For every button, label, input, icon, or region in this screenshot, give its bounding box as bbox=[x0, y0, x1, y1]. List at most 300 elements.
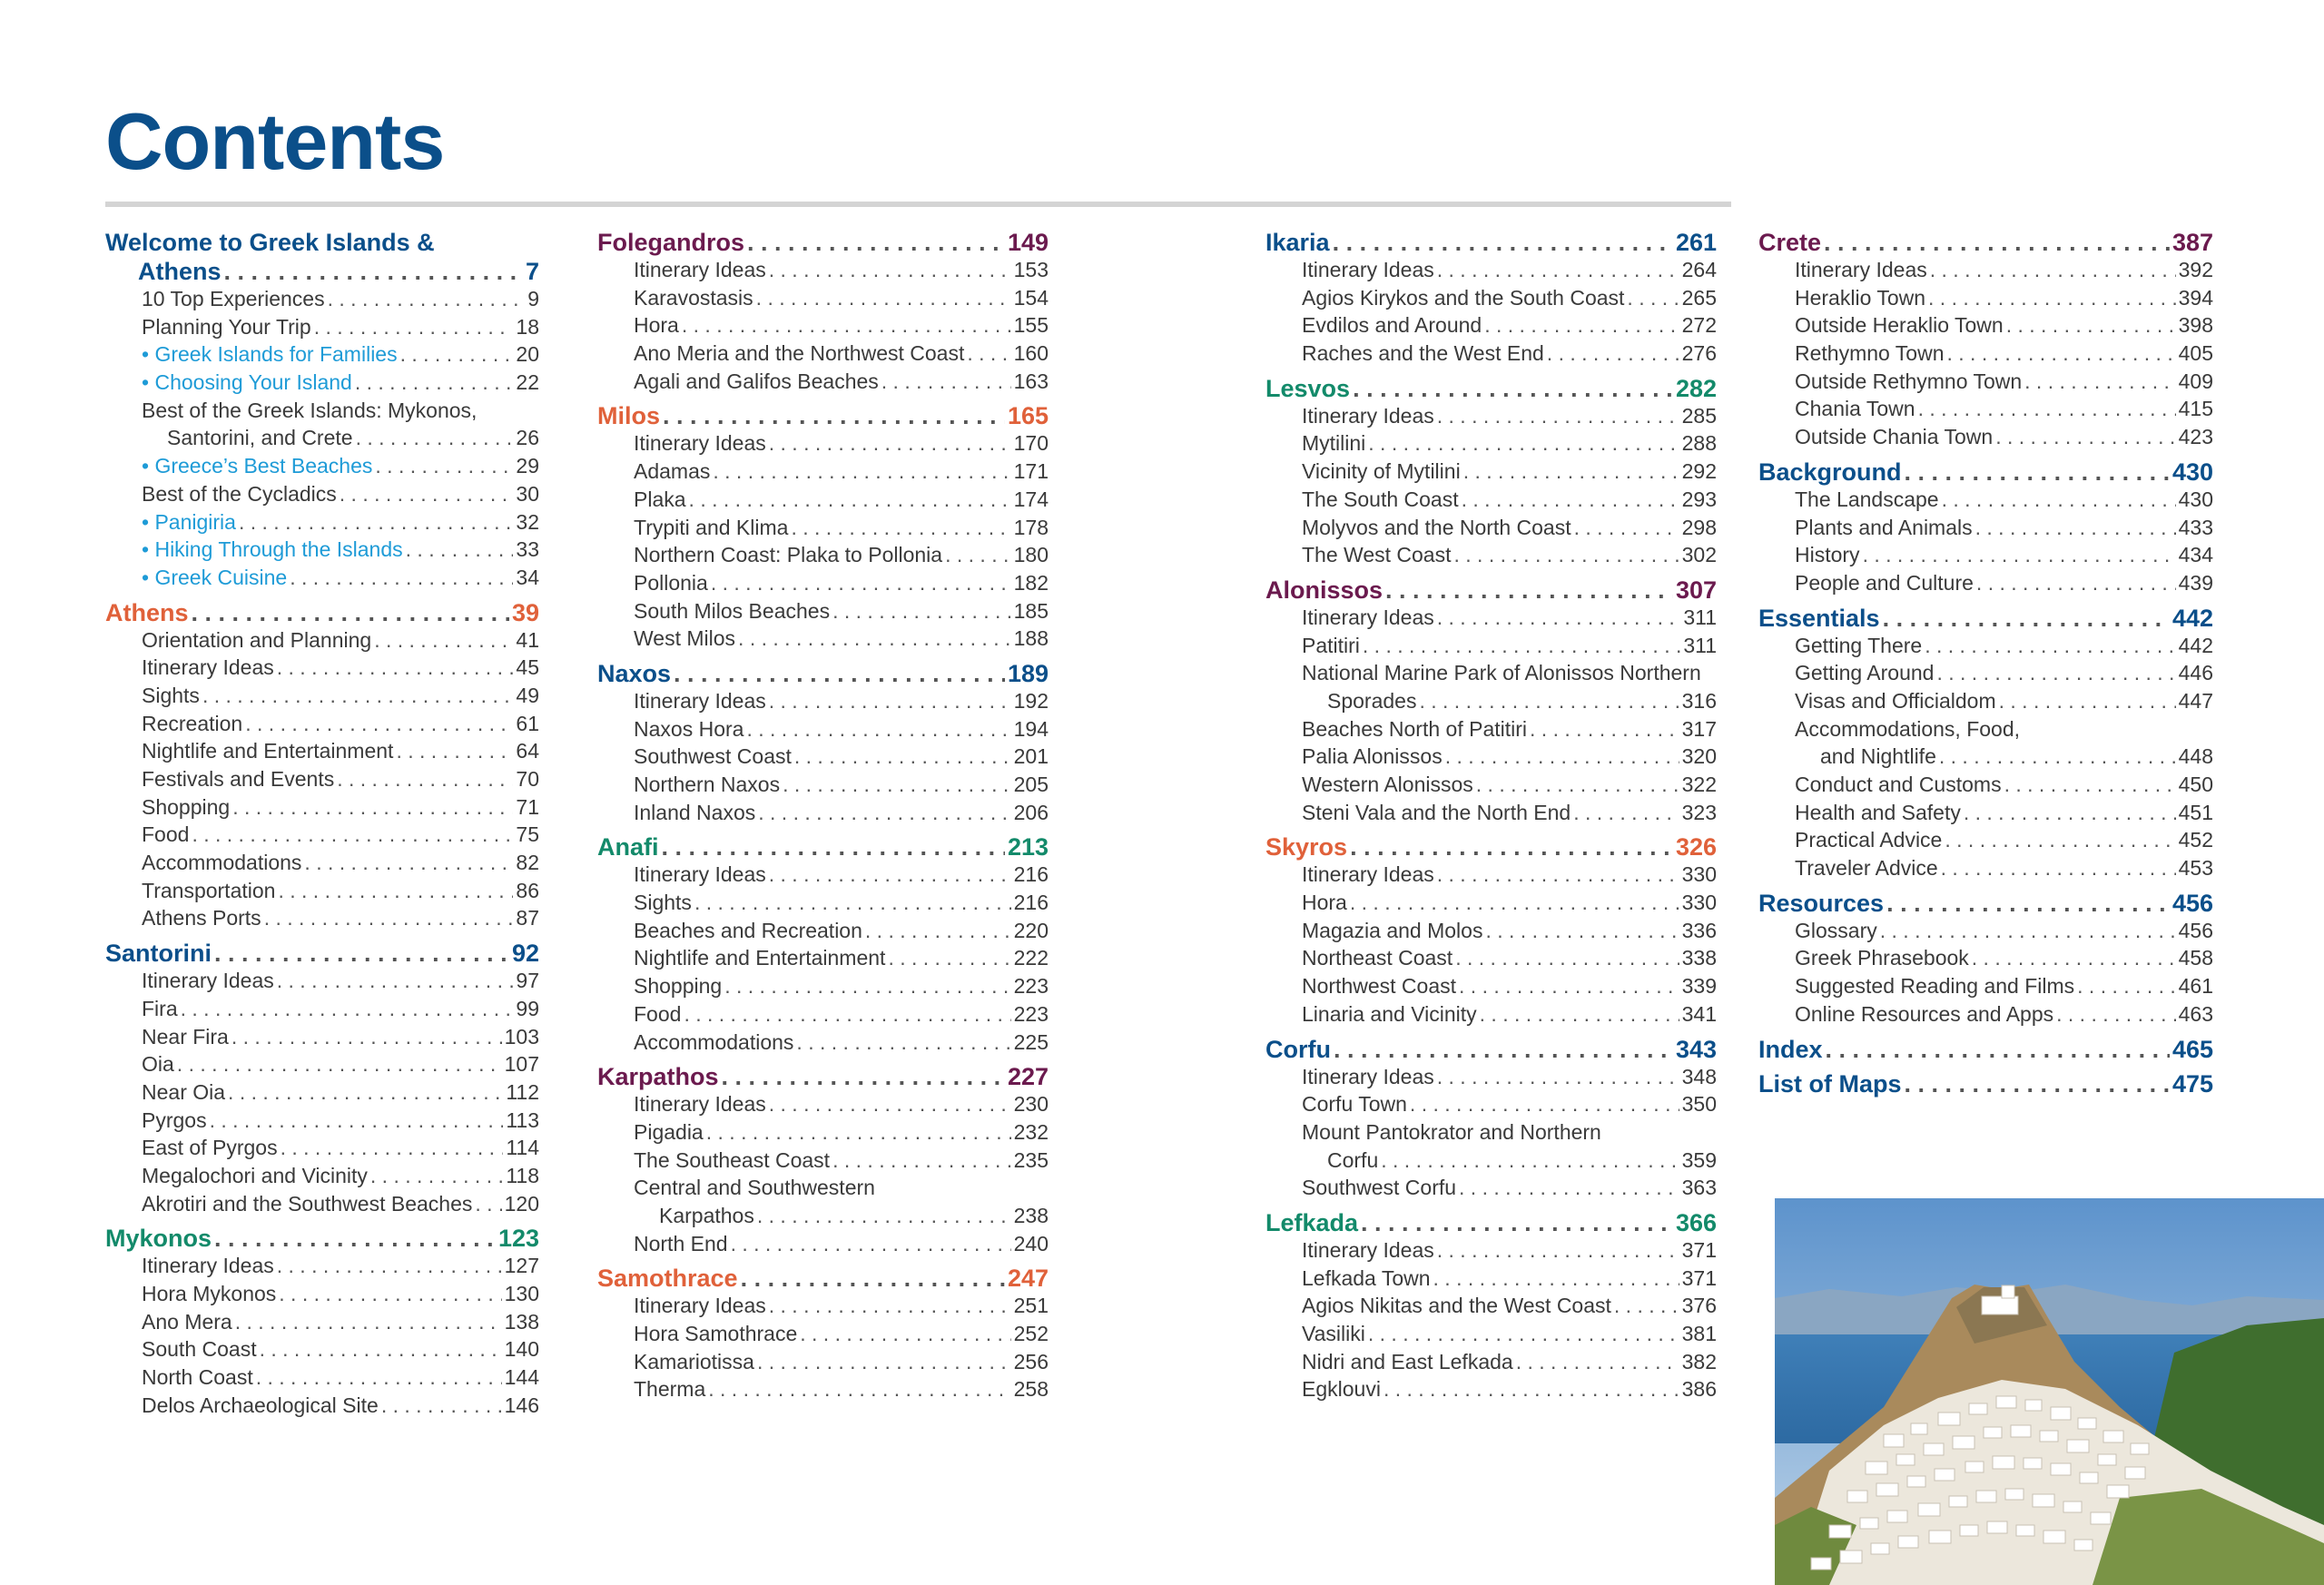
toc-entry[interactable] bbox=[105, 1337, 539, 1365]
toc-entry[interactable] bbox=[597, 689, 1049, 717]
toc-entry-page-number: 461 bbox=[2178, 974, 2213, 999]
toc-entry[interactable] bbox=[105, 851, 539, 879]
toc-entry-label: Evdilos and Around bbox=[1302, 313, 1482, 338]
toc-entry[interactable] bbox=[1758, 313, 2213, 341]
toc-entry[interactable] bbox=[597, 543, 1049, 571]
toc-entry[interactable] bbox=[1265, 689, 1717, 717]
toc-entry[interactable] bbox=[105, 795, 539, 823]
toc-entry[interactable] bbox=[1758, 661, 2213, 689]
toc-entry-page-number: 20 bbox=[516, 342, 539, 367]
toc-entry-page-number: 144 bbox=[504, 1365, 539, 1390]
toc-entry[interactable] bbox=[1758, 744, 2213, 773]
toc-entry-page-number: 216 bbox=[1013, 862, 1049, 887]
dot-leader bbox=[277, 655, 514, 680]
toc-entry[interactable] bbox=[1265, 744, 1717, 773]
toc-entry[interactable] bbox=[597, 516, 1049, 544]
section-heading[interactable] bbox=[105, 258, 539, 287]
toc-entry-page-number: 272 bbox=[1681, 313, 1717, 338]
toc-entry-page-number: 155 bbox=[1013, 313, 1049, 338]
toc-entry-page-number: 348 bbox=[1681, 1064, 1717, 1088]
toc-entry[interactable] bbox=[105, 1254, 539, 1282]
toc-entry[interactable] bbox=[1265, 341, 1717, 369]
toc-entry[interactable] bbox=[1758, 369, 2213, 398]
toc-entry[interactable] bbox=[1265, 1350, 1717, 1378]
toc-entry[interactable] bbox=[105, 1136, 539, 1164]
toc-entry[interactable] bbox=[1265, 1148, 1717, 1176]
dot-leader bbox=[694, 891, 1011, 915]
toc-entry[interactable] bbox=[105, 482, 539, 510]
toc-entry[interactable] bbox=[105, 426, 539, 454]
toc-entry-label: • Greek Islands for Families bbox=[142, 342, 398, 367]
toc-entry[interactable] bbox=[597, 571, 1049, 599]
toc-entry[interactable] bbox=[105, 1164, 539, 1192]
toc-entry-label: Adamas bbox=[634, 459, 711, 484]
toc-entry[interactable] bbox=[1758, 773, 2213, 801]
section-heading[interactable] bbox=[1265, 833, 1717, 862]
toc-entry-page-number: 409 bbox=[2178, 369, 2213, 393]
toc-entry-label: Rethymno Town bbox=[1795, 341, 1945, 366]
toc-entry-page-number: 258 bbox=[1013, 1377, 1049, 1402]
dot-leader bbox=[1350, 833, 1673, 861]
dot-leader bbox=[177, 1052, 502, 1077]
section-heading[interactable] bbox=[1758, 1070, 2213, 1099]
toc-entry[interactable] bbox=[1265, 661, 1717, 689]
toc-entry-label: The Southeast Coast bbox=[634, 1147, 831, 1172]
section-heading[interactable] bbox=[1265, 375, 1717, 404]
toc-entry-label: Kamariotissa bbox=[634, 1349, 754, 1373]
toc-entry-label: Pigadia bbox=[634, 1119, 704, 1144]
toc-entry-label: Suggested Reading and Films bbox=[1795, 974, 2075, 999]
section-page-number: 366 bbox=[1675, 1208, 1717, 1236]
toc-entry[interactable] bbox=[597, 258, 1049, 286]
toc-entry[interactable] bbox=[597, 1204, 1049, 1232]
section-page-number: 39 bbox=[511, 598, 539, 626]
toc-entry[interactable] bbox=[1265, 1238, 1717, 1266]
toc-entry-label: Nidri and East Lefkada bbox=[1302, 1349, 1513, 1373]
toc-entry[interactable] bbox=[105, 315, 539, 343]
toc-entry[interactable] bbox=[105, 1025, 539, 1053]
section-heading[interactable] bbox=[105, 1225, 539, 1254]
toc-entry-page-number: 265 bbox=[1681, 285, 1717, 310]
toc-entry[interactable] bbox=[1265, 634, 1717, 662]
toc-entry[interactable] bbox=[597, 1002, 1049, 1030]
toc-section-index bbox=[1758, 1036, 2213, 1065]
toc-entry[interactable] bbox=[597, 1377, 1049, 1405]
toc-entry-page-number: 146 bbox=[504, 1393, 539, 1417]
section-heading[interactable] bbox=[1265, 1036, 1717, 1065]
section-heading[interactable] bbox=[597, 660, 1049, 689]
toc-entry[interactable] bbox=[105, 684, 539, 712]
dot-leader bbox=[232, 795, 513, 820]
toc-entry[interactable] bbox=[1758, 974, 2213, 1002]
toc-entry-label: Itinerary Ideas bbox=[1302, 258, 1434, 281]
toc-entry-label: Health and Safety bbox=[1795, 800, 1961, 824]
toc-entry[interactable] bbox=[1758, 828, 2213, 856]
toc-entry[interactable] bbox=[1758, 717, 2213, 745]
toc-entry-page-number: 371 bbox=[1681, 1265, 1717, 1290]
toc-entry[interactable] bbox=[1265, 516, 1717, 544]
toc-entry-page-number: 194 bbox=[1013, 716, 1049, 741]
toc-entry-page-number: 64 bbox=[516, 739, 539, 763]
toc-entry[interactable] bbox=[597, 487, 1049, 516]
toc-entry[interactable] bbox=[597, 626, 1049, 655]
toc-entry[interactable] bbox=[105, 997, 539, 1025]
toc-entry[interactable] bbox=[105, 342, 539, 370]
section-heading[interactable] bbox=[597, 1063, 1049, 1092]
section-heading[interactable] bbox=[597, 833, 1049, 862]
section-heading[interactable] bbox=[1758, 890, 2213, 919]
toc-entry[interactable] bbox=[1265, 487, 1717, 516]
section-heading[interactable] bbox=[1758, 458, 2213, 487]
toc-entry-label: Near Oia bbox=[142, 1079, 226, 1104]
toc-entry[interactable] bbox=[105, 510, 539, 538]
toc-section-lefkada bbox=[1265, 1209, 1717, 1405]
toc-entry-page-number: 201 bbox=[1013, 744, 1049, 769]
toc-entry-page-number: 446 bbox=[2178, 661, 2213, 685]
toc-entry[interactable] bbox=[597, 1294, 1049, 1322]
toc-entry[interactable] bbox=[1265, 1322, 1717, 1350]
toc-entry[interactable] bbox=[1265, 431, 1717, 459]
toc-entry-label: Accommodations bbox=[634, 1029, 794, 1054]
toc-entry-label: Fira bbox=[142, 996, 178, 1020]
toc-entry[interactable] bbox=[105, 1310, 539, 1338]
toc-entry[interactable] bbox=[597, 1322, 1049, 1350]
toc-entry[interactable] bbox=[105, 1282, 539, 1310]
toc-entry[interactable] bbox=[597, 773, 1049, 801]
toc-entry-page-number: 276 bbox=[1681, 341, 1717, 366]
toc-entry[interactable] bbox=[1265, 1377, 1717, 1405]
toc-entry[interactable] bbox=[1265, 1065, 1717, 1093]
toc-entry-label: Orientation and Planning bbox=[142, 627, 372, 652]
dot-leader bbox=[724, 974, 1010, 999]
toc-entry[interactable] bbox=[105, 566, 539, 594]
toc-entry-page-number: 154 bbox=[1013, 285, 1049, 310]
section-heading[interactable] bbox=[1758, 229, 2213, 258]
toc-entry[interactable] bbox=[1265, 1176, 1717, 1204]
toc-entry-label: Therma bbox=[634, 1377, 706, 1402]
toc-entry-label: Magazia and Molos bbox=[1302, 918, 1483, 942]
toc-column-1 bbox=[105, 229, 539, 1426]
toc-entry-page-number: 392 bbox=[2178, 258, 2213, 281]
toc-entry-label: Festivals and Events bbox=[142, 767, 335, 791]
toc-entry-label: Corfu bbox=[1327, 1147, 1379, 1172]
toc-entry[interactable] bbox=[1758, 689, 2213, 717]
dot-leader bbox=[328, 287, 526, 311]
section-heading[interactable] bbox=[597, 229, 1049, 258]
toc-entry[interactable] bbox=[1265, 974, 1717, 1002]
toc-entry[interactable] bbox=[105, 906, 539, 934]
dot-leader bbox=[794, 744, 1011, 769]
toc-entry-label: Central and Southwestern bbox=[634, 1176, 875, 1200]
toc-entry[interactable] bbox=[1758, 919, 2213, 947]
toc-entry-label: The South Coast bbox=[1302, 487, 1459, 511]
toc-entry-label: Sights bbox=[634, 891, 692, 915]
toc-entry[interactable] bbox=[597, 1030, 1049, 1058]
toc-entry-label: Greek Phrasebook bbox=[1795, 946, 1969, 970]
toc-entry-label: Itinerary Ideas bbox=[634, 1092, 766, 1117]
toc-entry-label: Vicinity of Mytilini bbox=[1302, 459, 1461, 484]
toc-entry[interactable] bbox=[1758, 801, 2213, 829]
toc-entry-page-number: 338 bbox=[1681, 946, 1717, 970]
toc-entry[interactable] bbox=[1758, 341, 2213, 369]
dot-leader bbox=[1462, 487, 1679, 512]
toc-entry[interactable] bbox=[597, 1148, 1049, 1176]
toc-entry-label: East of Pyrgos bbox=[142, 1136, 278, 1160]
toc-entry[interactable] bbox=[105, 969, 539, 997]
section-heading[interactable] bbox=[1265, 229, 1717, 258]
toc-entry[interactable] bbox=[597, 919, 1049, 947]
toc-entry[interactable] bbox=[597, 1232, 1049, 1260]
toc-entry[interactable] bbox=[1265, 801, 1717, 829]
toc-entry-label: Best of the Cycladics bbox=[142, 481, 337, 506]
toc-entry[interactable] bbox=[105, 879, 539, 907]
toc-entry-label: Shopping bbox=[634, 974, 723, 999]
dot-leader bbox=[1947, 341, 2176, 366]
toc-entry-label: Accommodations, Food, bbox=[1795, 716, 2021, 741]
toc-entry[interactable] bbox=[105, 822, 539, 851]
toc-entry[interactable] bbox=[105, 1393, 539, 1422]
toc-entry[interactable] bbox=[1758, 516, 2213, 544]
section-heading-label: Ikaria bbox=[1265, 229, 1330, 256]
toc-entry-label: Itinerary Ideas bbox=[1302, 862, 1434, 887]
toc-entry[interactable] bbox=[597, 369, 1049, 398]
toc-entry[interactable] bbox=[597, 891, 1049, 919]
section-heading-label: Resources bbox=[1758, 889, 1885, 917]
toc-entry[interactable] bbox=[105, 370, 539, 399]
toc-entry-page-number: 317 bbox=[1681, 716, 1717, 741]
section-page-number: 213 bbox=[1007, 833, 1049, 861]
toc-entry[interactable] bbox=[105, 628, 539, 656]
toc-entry-label: 10 Top Experiences bbox=[142, 287, 325, 310]
toc-entry-label: Itinerary Ideas bbox=[1302, 403, 1434, 428]
toc-entry-label: Lefkada Town bbox=[1302, 1265, 1431, 1290]
toc-entry-label: Santorini, and Crete bbox=[167, 426, 353, 450]
toc-entry-label: Vasiliki bbox=[1302, 1322, 1365, 1345]
toc-entry[interactable] bbox=[1265, 605, 1717, 634]
toc-entry-page-number: 160 bbox=[1013, 341, 1049, 366]
dot-leader bbox=[231, 1025, 502, 1049]
section-page-number: 387 bbox=[2171, 229, 2213, 256]
dot-leader bbox=[278, 879, 513, 903]
dot-leader bbox=[1574, 516, 1679, 540]
toc-entry[interactable] bbox=[1265, 717, 1717, 745]
toc-entry[interactable] bbox=[1758, 856, 2213, 884]
toc-entry[interactable] bbox=[1758, 543, 2213, 571]
toc-entry-label: South Coast bbox=[142, 1337, 257, 1362]
section-heading[interactable] bbox=[1758, 1036, 2213, 1065]
toc-entry-page-number: 463 bbox=[2178, 1001, 2213, 1026]
dot-leader bbox=[1886, 890, 2170, 918]
toc-entry-label: Itinerary Ideas bbox=[634, 258, 766, 281]
toc-entry[interactable] bbox=[105, 287, 539, 315]
toc-entry-label: Linaria and Vicinity bbox=[1302, 1001, 1477, 1026]
toc-entry-label: History bbox=[1795, 543, 1860, 567]
toc-entry-page-number: 316 bbox=[1681, 688, 1717, 713]
toc-entry[interactable] bbox=[105, 1365, 539, 1393]
toc-entry[interactable] bbox=[1265, 891, 1717, 919]
section-heading[interactable] bbox=[597, 1265, 1049, 1294]
toc-entry[interactable] bbox=[105, 399, 539, 427]
toc-entry[interactable] bbox=[105, 1192, 539, 1220]
toc-entry-label: The West Coast bbox=[1302, 543, 1452, 567]
dot-leader bbox=[1905, 1070, 2170, 1098]
toc-entry[interactable] bbox=[597, 717, 1049, 745]
toc-entry[interactable] bbox=[1265, 404, 1717, 432]
toc-entry[interactable] bbox=[105, 537, 539, 566]
toc-entry-page-number: 188 bbox=[1013, 626, 1049, 651]
dot-leader bbox=[1334, 1036, 1673, 1064]
section-heading[interactable] bbox=[105, 229, 539, 258]
toc-entry-label: Northern Naxos bbox=[634, 773, 781, 796]
dot-leader bbox=[1476, 773, 1679, 797]
toc-entry[interactable] bbox=[105, 454, 539, 482]
dot-leader bbox=[375, 454, 513, 478]
section-heading[interactable] bbox=[1265, 576, 1717, 605]
toc-entry[interactable] bbox=[1265, 286, 1717, 314]
toc-entry[interactable] bbox=[597, 1350, 1049, 1378]
toc-entry-label: Mount Pantokrator and Northern bbox=[1302, 1119, 1601, 1144]
dot-leader bbox=[741, 1265, 1005, 1293]
toc-entry[interactable] bbox=[105, 1080, 539, 1108]
toc-entry-page-number: 113 bbox=[506, 1108, 539, 1132]
toc-section-crete bbox=[1758, 229, 2213, 453]
toc-entry[interactable] bbox=[597, 431, 1049, 459]
toc-entry-page-number: 41 bbox=[516, 627, 539, 652]
toc-entry[interactable] bbox=[105, 655, 539, 684]
toc-entry-page-number: 232 bbox=[1013, 1119, 1049, 1144]
toc-entry[interactable] bbox=[597, 341, 1049, 369]
toc-entry[interactable] bbox=[597, 801, 1049, 829]
toc-entry-page-number: 285 bbox=[1681, 403, 1717, 428]
toc-entry-page-number: 363 bbox=[1681, 1176, 1717, 1200]
toc-entry-label: Itinerary Ideas bbox=[142, 655, 274, 680]
toc-entry[interactable] bbox=[105, 739, 539, 767]
toc-entry[interactable] bbox=[1265, 773, 1717, 801]
toc-entry[interactable] bbox=[597, 599, 1049, 627]
dot-leader bbox=[214, 1225, 496, 1253]
toc-entry[interactable] bbox=[1265, 313, 1717, 341]
toc-entry-label: Nightlife and Entertainment bbox=[634, 946, 886, 970]
toc-entry-label: Outside Heraklio Town bbox=[1795, 313, 2004, 338]
toc-entry-label: Raches and the West End bbox=[1302, 341, 1544, 366]
section-heading[interactable] bbox=[1265, 1209, 1717, 1238]
toc-entry[interactable] bbox=[1758, 286, 2213, 314]
section-heading-label: Milos bbox=[597, 402, 661, 430]
toc-entry[interactable] bbox=[597, 1092, 1049, 1120]
toc-entry-label: Nightlife and Entertainment bbox=[142, 739, 394, 763]
dot-leader bbox=[758, 801, 1010, 825]
toc-entry[interactable] bbox=[1758, 425, 2213, 453]
toc-entry-label: • Greek Cuisine bbox=[142, 566, 287, 590]
toc-entry-page-number: 99 bbox=[516, 996, 539, 1020]
toc-entry[interactable] bbox=[105, 712, 539, 740]
toc-entry-page-number: 33 bbox=[516, 537, 539, 562]
section-page-number: 307 bbox=[1675, 576, 1717, 604]
dot-leader bbox=[381, 1393, 502, 1418]
section-heading-label: Corfu bbox=[1265, 1035, 1331, 1063]
toc-entry[interactable] bbox=[1265, 946, 1717, 974]
toc-entry[interactable] bbox=[1758, 487, 2213, 516]
dot-leader bbox=[769, 431, 1011, 456]
toc-entry[interactable] bbox=[1265, 459, 1717, 487]
toc-entry-page-number: 292 bbox=[1681, 459, 1717, 484]
toc-entry-page-number: 439 bbox=[2178, 570, 2213, 595]
toc-entry[interactable] bbox=[597, 1120, 1049, 1148]
toc-entry-label: Transportation bbox=[142, 878, 276, 902]
dot-leader bbox=[260, 1337, 502, 1362]
toc-entry-page-number: 185 bbox=[1013, 598, 1049, 623]
toc-entry[interactable] bbox=[597, 974, 1049, 1002]
toc-entry-page-number: 330 bbox=[1681, 891, 1717, 915]
toc-entry-page-number: 430 bbox=[2178, 487, 2213, 511]
toc-entry[interactable] bbox=[105, 767, 539, 795]
toc-entry[interactable] bbox=[1265, 1266, 1717, 1295]
toc-entry[interactable] bbox=[597, 286, 1049, 314]
toc-entry[interactable] bbox=[597, 946, 1049, 974]
toc-entry-label: Karavostasis bbox=[634, 285, 753, 310]
toc-entry[interactable] bbox=[1265, 1092, 1717, 1120]
toc-entry-label: North End bbox=[634, 1231, 728, 1255]
toc-entry-label: Shopping bbox=[142, 794, 231, 819]
toc-entry[interactable] bbox=[1265, 1120, 1717, 1148]
dot-leader bbox=[756, 286, 1011, 310]
dot-leader bbox=[682, 313, 1011, 338]
dot-leader bbox=[406, 537, 514, 562]
toc-entry[interactable] bbox=[1265, 1002, 1717, 1030]
toc-entry[interactable] bbox=[1265, 543, 1717, 571]
toc-entry[interactable] bbox=[1265, 862, 1717, 891]
section-heading[interactable] bbox=[1758, 605, 2213, 634]
toc-entry-page-number: 433 bbox=[2178, 515, 2213, 539]
toc-entry[interactable] bbox=[597, 313, 1049, 341]
toc-entry[interactable] bbox=[105, 1108, 539, 1137]
toc-entry[interactable] bbox=[1758, 571, 2213, 599]
toc-entry[interactable] bbox=[1265, 1294, 1717, 1322]
toc-entry[interactable] bbox=[597, 459, 1049, 487]
toc-entry[interactable] bbox=[1265, 258, 1717, 286]
toc-entry[interactable] bbox=[597, 744, 1049, 773]
toc-entry[interactable] bbox=[1265, 919, 1717, 947]
section-heading[interactable] bbox=[105, 940, 539, 969]
toc-entry[interactable] bbox=[597, 1176, 1049, 1204]
toc-entry[interactable] bbox=[597, 862, 1049, 891]
toc-entry[interactable] bbox=[105, 1052, 539, 1080]
toc-entry[interactable] bbox=[1758, 1002, 2213, 1030]
toc-entry-page-number: 238 bbox=[1013, 1203, 1049, 1227]
toc-entry[interactable] bbox=[1758, 397, 2213, 425]
dot-leader bbox=[832, 599, 1011, 624]
toc-entry[interactable] bbox=[1758, 946, 2213, 974]
section-heading[interactable] bbox=[105, 599, 539, 628]
dot-leader bbox=[757, 1350, 1011, 1374]
toc-entry[interactable] bbox=[1758, 258, 2213, 286]
dot-leader bbox=[663, 402, 1005, 430]
toc-entry[interactable] bbox=[1758, 634, 2213, 662]
toc-entry-page-number: 456 bbox=[2178, 918, 2213, 942]
section-heading[interactable] bbox=[597, 402, 1049, 431]
toc-entry-label: Itinerary Ideas bbox=[1302, 605, 1434, 629]
toc-section-corfu bbox=[1265, 1036, 1717, 1204]
dot-leader bbox=[708, 1377, 1010, 1402]
toc-entry-page-number: 82 bbox=[516, 851, 539, 875]
toc-entry-page-number: 311 bbox=[1683, 605, 1717, 629]
section-page-number: 430 bbox=[2171, 458, 2213, 486]
toc-entry-page-number: 458 bbox=[2178, 946, 2213, 970]
dot-leader bbox=[684, 1002, 1010, 1027]
dot-leader bbox=[1930, 258, 2176, 282]
toc-entry-page-number: 336 bbox=[1681, 918, 1717, 942]
dot-leader bbox=[796, 1030, 1010, 1055]
